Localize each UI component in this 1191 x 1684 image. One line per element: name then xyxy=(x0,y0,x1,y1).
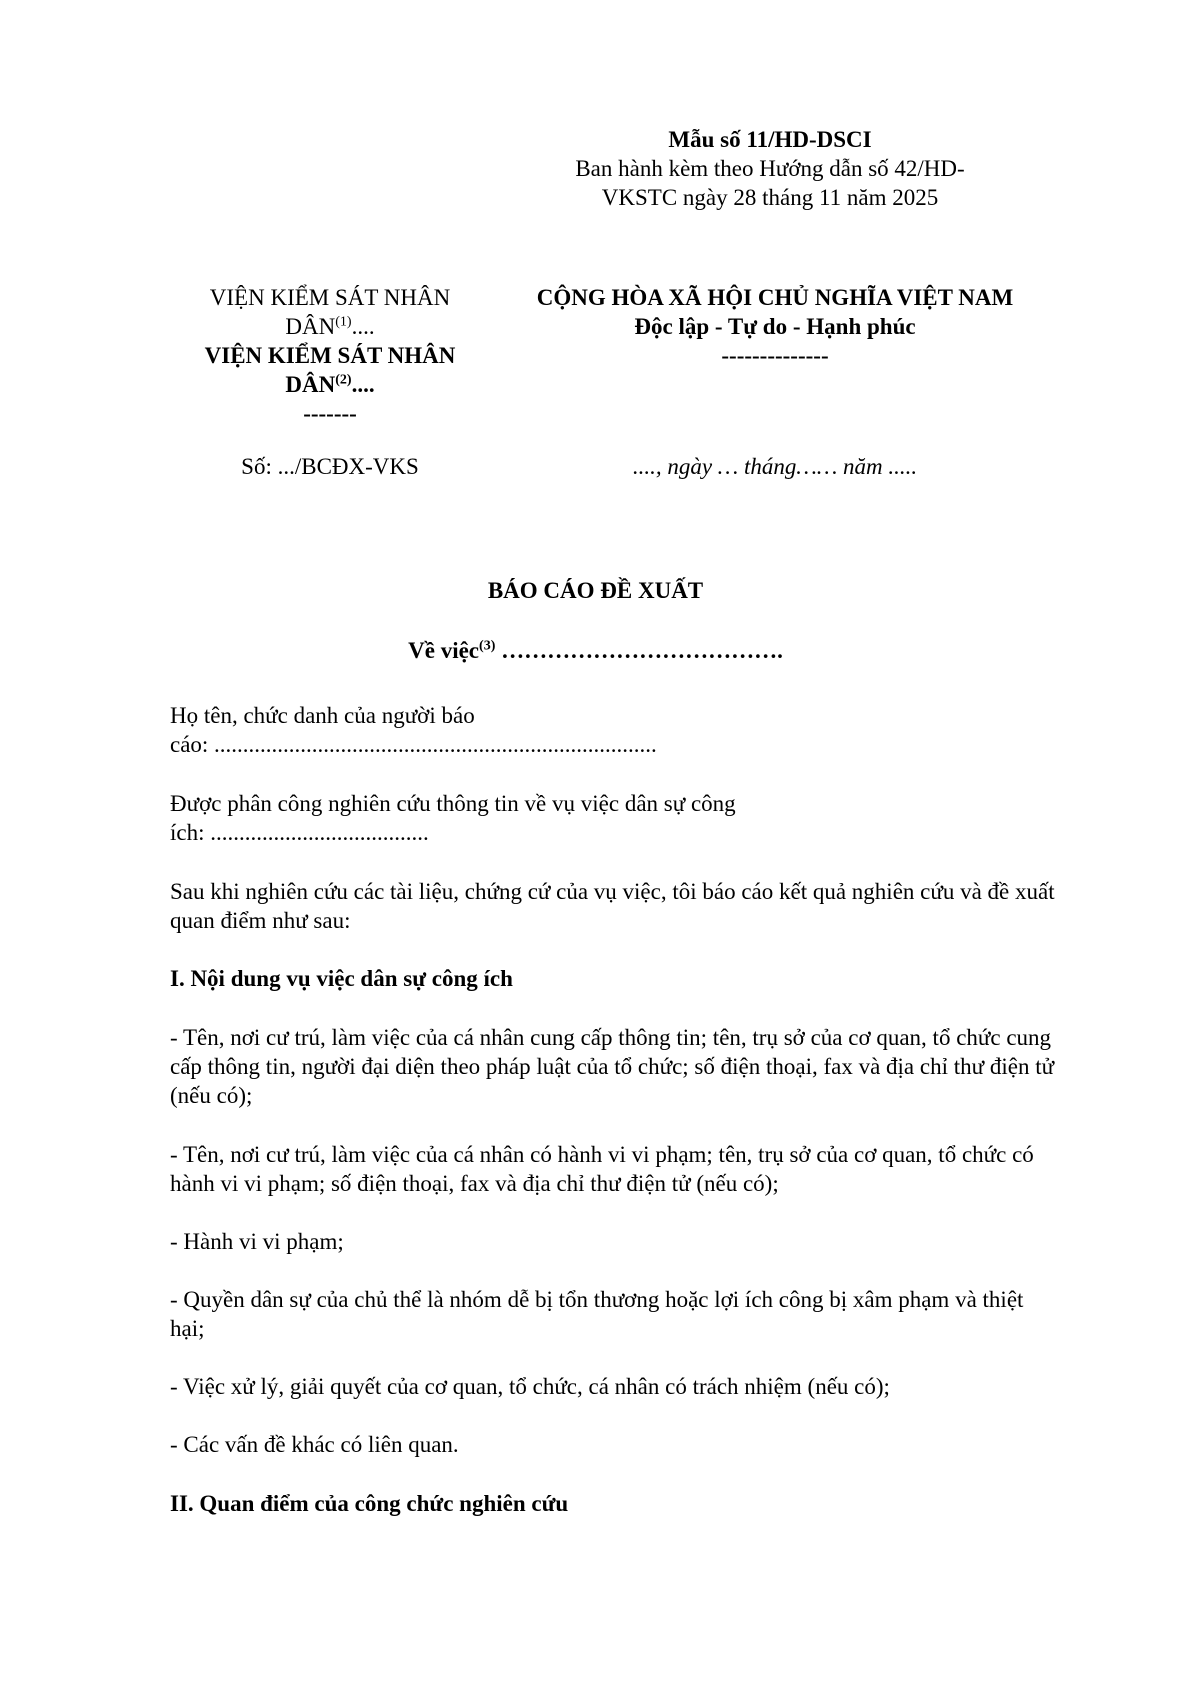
agency-line4: DÂN$^{(2)}$.... xyxy=(285,372,375,397)
agency-line3: VIỆN KIỂM SÁT NHÂN xyxy=(204,343,456,368)
section2-heading: II. Quan điểm của công chức nghiên cứu xyxy=(170,1491,569,1516)
intro-paragraph: Sau khi nghiên cứu các tài liệu, chứng cứ của vụ việc, tôi báo cáo kết quả nghiên cứu và đề xuất quan điểm như sau: xyxy=(170,879,1055,933)
national-motto: Độc lập - Tự do - Hạnh phúc xyxy=(634,314,916,339)
section1-item: - Các vấn đề khác có liên quan. xyxy=(170,1432,459,1457)
section1-item: - Tên, nơi cư trú, làm việc của cá nhân có hành vi vi phạm; tên, trụ sở của cơ quan, tổ chức có hành vi vi phạm; số điện thoại, fax và địa chỉ thư điện tử (nếu có); xyxy=(170,1142,1034,1196)
reporter-label: Họ tên, chức danh của người báo xyxy=(170,703,475,728)
section1-item: - Quyền dân sự của chủ thể là nhóm dễ bị tổn thương hoặc lợi ích công bị xâm phạm và thiệt hại; xyxy=(170,1287,1024,1341)
footnote-ref-2: (2) xyxy=(335,372,352,388)
form-issued-line1: Ban hành kèm theo Hướng dẫn số 42/HD- xyxy=(575,156,965,181)
national-divider: -------------- xyxy=(721,343,829,368)
assigned-label: Được phân công nghiên cứu thông tin về vụ việc dân sự công xyxy=(170,791,736,816)
reporter-field xyxy=(170,701,710,759)
national-header xyxy=(500,283,1050,370)
reporter-blank: cáo: ............................................................................. xyxy=(170,732,657,757)
report-subject: Về việc$^{(3)}$ ………………………………. xyxy=(408,638,783,663)
assigned-blank: ích: ...................................... xyxy=(170,820,429,845)
national-title: CỘNG HÒA XÃ HỘI CHỦ NGHĨA VIỆT NAM xyxy=(536,285,1014,310)
footnote-ref-3: (3) xyxy=(479,638,496,654)
section1-item: - Việc xử lý, giải quyết của cơ quan, tổ chức, cá nhân có trách nhiệm (nếu có); xyxy=(170,1374,890,1399)
form-issued-line2: VKSTC ngày 28 tháng 11 năm 2025 xyxy=(601,185,939,210)
agency-header xyxy=(170,283,490,428)
document-date: ...., ngày … tháng…… năm ..... xyxy=(632,454,918,479)
section1-item: - Tên, nơi cư trú, làm việc của cá nhân cung cấp thông tin; tên, trụ sở của cơ quan, tổ chức cung cấp thông tin, người đại diện theo pháp luật của tổ chức; số điện thoại, fax và địa chỉ thư điện tử (nếu có); xyxy=(170,1025,1055,1108)
agency-line1: VIỆN KIỂM SÁT NHÂN xyxy=(209,285,451,310)
footnote-ref-1: (1) xyxy=(335,314,352,330)
section1-item: - Hành vi vi phạm; xyxy=(170,1229,344,1254)
report-title: BÁO CÁO ĐỀ XUẤT xyxy=(487,578,704,603)
document-number: Số: .../BCĐX-VKS xyxy=(241,454,419,479)
agency-divider: ------- xyxy=(303,401,357,426)
agency-line2: DÂN$^{(1)}$.... xyxy=(285,314,375,339)
form-code: Mẫu số 11/HD-DSCI xyxy=(668,127,872,152)
form-label xyxy=(555,125,985,212)
section1-heading: I. Nội dung vụ việc dân sự công ích xyxy=(170,966,513,991)
assigned-field xyxy=(170,789,810,847)
